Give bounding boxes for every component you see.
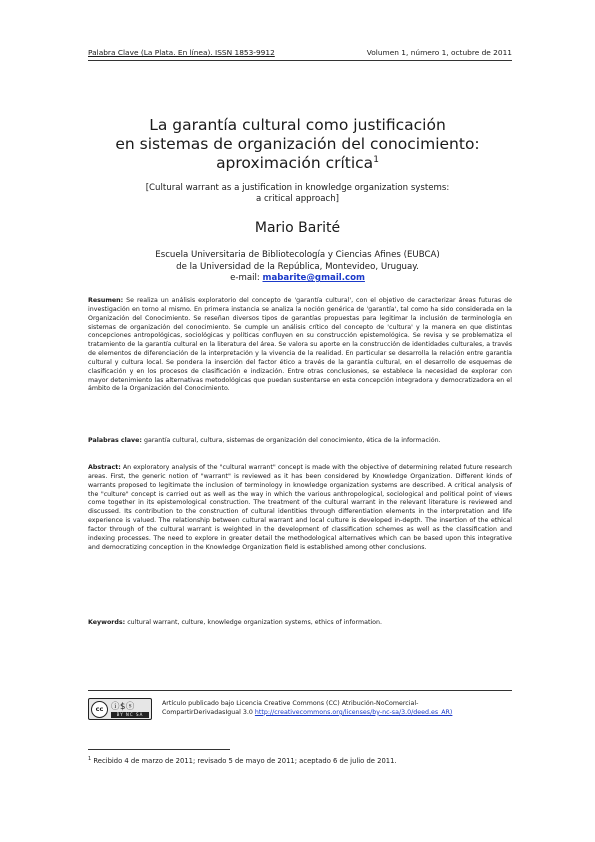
abstract-text: An exploratory analysis of the "cultural warrant" concept is made with the objective of determining related future research areas. First, the generic notion of "warrant" is reviewed as it has been considered by Knowledge Organization. Different kinds of warrants proposed to legitimate the inclusion of terminology in knowledge organization systems are described. A critical analysis of the "culture" concept is carried out as well as the way in which the various anthropological, sociological and political point of views come together in its epistemological construction. The treatment of the cultural warrant in the relevant literature is reviewed and discussed. Its contribution to the construction of cultural identities through differentiation elements in the interpretation and life experience is valued. The relationship between cultural warrant and local culture is developed in-depth. The insertion of the ethical factor through of the cultural warrant is weighted in the development of classification schemes as well as the classification and indexing processes. The need to explore in greater detail the methodological alternatives which can be based upon this integrative and democratizing conception in the Knowledge Organization field is established among other conclusions. [88, 464, 512, 551]
license-notice [162, 700, 512, 718]
keywords-text: cultural warrant, culture, knowledge organization systems, ethics of information. [127, 619, 383, 626]
footnote-mark: 1 [88, 756, 92, 762]
title-line-1: La garantía cultural como justificación [149, 116, 446, 134]
abstract-label: Abstract: [88, 464, 121, 471]
title-line-2: en sistemas de organización del conocimiento: [115, 135, 480, 153]
palabras-clave-text: garantía cultural, cultura, sistemas de organización del conocimiento, ética de la información. [143, 437, 441, 444]
journal-citation: Palabra Clave (La Plata. En línea). ISSN 1853-9912 [88, 48, 275, 57]
english-title-line-1: [Cultural warrant as a justification in knowledge organization systems: [145, 183, 450, 193]
keywords-paragraph [88, 619, 512, 628]
email-label: e-mail: [230, 273, 260, 284]
abstract-paragraph [88, 464, 512, 552]
email-link[interactable]: mabarite@gmail.com [262, 273, 365, 284]
resumen-text: Se realiza un análisis exploratorio del concepto de 'garantía cultural', con el objetivo de caracterizar áreas futuras de investigación en torno al mismo. En primera instancia se analiza la noción genérica de 'garantía', tal como ha sido considerada en la Organización del Conocimiento. Se reseñan diversos tipos de garantías propuestas para legitimar la inclusión de terminología en sistemas de organización del conocimiento. Se cumple un análisis crítico del concepto de 'cultura' y la manera en que distintas concepciones antropológicas, sociológicas y políticas confluyen en su construcción epistemológica. Se revisa y se problematiza el tratamiento de la garantía cultural en la literatura del área. Se valora su aporte en la construcción de identidades culturales, a través de elementos de diferenciación de la interpretación y la vivencia de la realidad. En particular se desarrolla la relación entre garantía cultural y cultura local. Se pondera la inserción del factor ético a través de la garantía cultural, en el desarrollo de esquemas de clasificación y en los procesos de clasificación e indización. Entre otras conclusiones, se establece la necesidad de explorar con mayor detenimiento las alternativas metodológicas que puedan sustentarse en esta concepción integradora y democratizadora en el ámbito de la Organización del Conocimiento. [88, 297, 512, 393]
keywords-label: Keywords: [88, 619, 126, 626]
resumen-label: Resumen: [88, 297, 124, 304]
article-title [60, 116, 535, 173]
license-line-1: Artículo publicado bajo Licencia Creative Commons (CC) Atribución-NoComercial- [162, 700, 419, 707]
palabras-clave-paragraph [88, 437, 512, 446]
license-divider [88, 690, 512, 691]
affiliation-line-2: de la Universidad de la República, Montevideo, Uruguay. [176, 261, 419, 272]
affiliation-line-1: Escuela Universitaria de Bibliotecología y Ciencias Afines (EUBCA) [155, 250, 440, 260]
english-title [60, 183, 535, 205]
english-title-line-2: a critical approach] [255, 194, 340, 204]
title-footnote-mark[interactable]: 1 [373, 155, 379, 165]
cc-by-nc-sa-icons: ⓘ$ⓢ [111, 702, 135, 712]
title-line-3-text: aproximación crítica [216, 154, 374, 172]
palabras-clave-label: Palabras clave: [88, 437, 142, 444]
issue-info: Volumen 1, número 1, octubre de 2011 [366, 48, 512, 57]
resumen-paragraph [88, 297, 512, 394]
footnote-divider [88, 749, 230, 750]
license-line-2-prefix: CompartirDerivadasIgual 3.0 [162, 708, 253, 716]
author-affiliation [60, 250, 535, 285]
title-line-3 [60, 154, 535, 173]
author-name: Mario Barité [254, 220, 341, 236]
running-header [88, 48, 512, 61]
cc-license-bar: BY NC SA [111, 712, 149, 718]
creative-commons-badge[interactable] [88, 698, 152, 720]
footnote [88, 757, 512, 765]
license-line-2 [162, 709, 512, 718]
email-line [60, 273, 535, 285]
cc-logo-icon: cc [91, 701, 108, 718]
footnote-text: Recibido 4 de marzo de 2011; revisado 5 de mayo de 2011; aceptado 6 de julio de 2011. [93, 757, 397, 765]
license-url-link[interactable]: http://creativecommons.org/licenses/by-nc-sa/3.0/deed.es_AR) [254, 708, 453, 716]
